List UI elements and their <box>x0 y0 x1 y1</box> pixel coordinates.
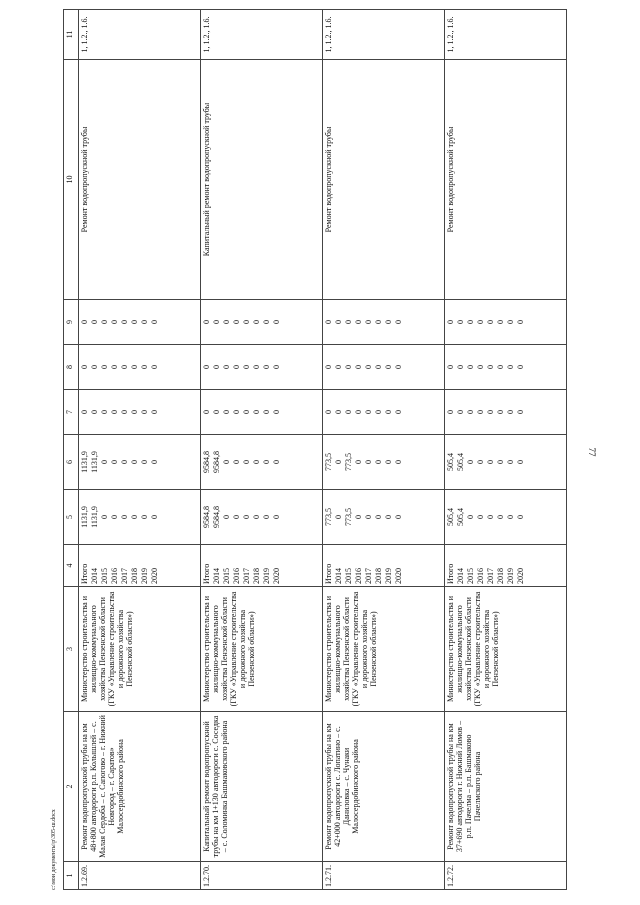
col7 <box>445 390 567 435</box>
event-name: Капитальный ремонт водопропускной трубы на км 1+130 автодороги с. Соседка – с. Соломинка Башмаковского района <box>201 712 323 862</box>
years-value: 2014 <box>334 568 343 584</box>
col8-value: 0 <box>80 365 89 369</box>
col9-value: 0 <box>90 320 99 324</box>
years-value: 2019 <box>262 568 271 584</box>
col6 <box>323 435 445 490</box>
col7-value: 0 <box>252 410 261 414</box>
col-header-3: 3 <box>64 587 79 712</box>
col8-value: 0 <box>334 365 343 369</box>
col5-value: 0 <box>334 515 343 519</box>
executor: Министерство строительства и жилищно-коммунального хозяйства Пензенской области (ГКУ «Управление строительства и дорожного хозяйства Пензенской области») <box>323 587 445 712</box>
col9-value: 0 <box>486 320 495 324</box>
col8-value: 0 <box>496 365 505 369</box>
years-value: 2014 <box>212 568 221 584</box>
years <box>201 545 323 587</box>
col5-value: 0 <box>364 515 373 519</box>
col5-value: 0 <box>466 515 475 519</box>
col6-value: 0 <box>334 460 343 464</box>
col5-value: 0 <box>384 515 393 519</box>
table-row <box>323 10 445 890</box>
years-value: 2015 <box>100 568 109 584</box>
col9 <box>445 300 567 345</box>
col9-value: 0 <box>496 320 505 324</box>
result: Ремонт водопропускной трубы <box>445 60 567 300</box>
col6-value: 1131,9 <box>90 451 99 473</box>
years <box>323 545 445 587</box>
col8 <box>323 345 445 390</box>
col6 <box>445 435 567 490</box>
col6-value: 0 <box>140 460 149 464</box>
program-link: 1, 1.2., 1.6. <box>323 10 445 60</box>
col9-value: 0 <box>262 320 271 324</box>
col5-value: 0 <box>242 515 251 519</box>
col6-value: 505,4 <box>456 453 465 471</box>
col6-value: 773,5 <box>324 453 333 471</box>
col9-value: 0 <box>516 320 525 324</box>
col7-value: 0 <box>506 410 515 414</box>
row-number: 1.2.69. <box>79 862 201 890</box>
table-wrapper <box>63 10 588 890</box>
col6-value: 0 <box>364 460 373 464</box>
col-header-7: 7 <box>64 390 79 435</box>
col7-value: 0 <box>202 410 211 414</box>
col5-value: 0 <box>140 515 149 519</box>
col8-value: 0 <box>212 365 221 369</box>
col8-value: 0 <box>486 365 495 369</box>
executor: Министерство строительства и жилищно-коммунального хозяйства Пензенской области (ГКУ «Управление строительства и дорожного хозяйства Пензенской области») <box>445 587 567 712</box>
col9-value: 0 <box>456 320 465 324</box>
years-value: 2020 <box>150 568 159 584</box>
col6-value: 0 <box>486 460 495 464</box>
col5 <box>323 490 445 545</box>
col8-value: 0 <box>242 365 251 369</box>
program-table <box>63 9 567 890</box>
col9-value: 0 <box>384 320 393 324</box>
result: Капитальный ремонт водопропускной трубы <box>201 60 323 300</box>
col8-value: 0 <box>354 365 363 369</box>
col6-value: 0 <box>130 460 139 464</box>
col7-value: 0 <box>364 410 373 414</box>
col7-value: 0 <box>384 410 393 414</box>
col9-value: 0 <box>374 320 383 324</box>
years-value: 2015 <box>466 568 475 584</box>
col7-value: 0 <box>222 410 231 414</box>
col5-value: 0 <box>486 515 495 519</box>
col5-value: 0 <box>272 515 281 519</box>
col9-value: 0 <box>242 320 251 324</box>
col7-value: 0 <box>262 410 271 414</box>
col5-value: 0 <box>262 515 271 519</box>
row-number: 1.2.72. <box>445 862 567 890</box>
col9-value: 0 <box>354 320 363 324</box>
table-row <box>201 10 323 890</box>
col9-value: 0 <box>394 320 403 324</box>
col7-value: 0 <box>150 410 159 414</box>
col9-value: 0 <box>476 320 485 324</box>
years-value: Итого <box>446 563 455 584</box>
col6-value: 0 <box>374 460 383 464</box>
col7-value: 0 <box>130 410 139 414</box>
event-name: Ремонт водопропускной трубы на км 37+690 автодороги г. Нижний Ломов – р.п. Пачелма – р.п. Башмаково Пачелмского района <box>445 712 567 862</box>
years-value: 2016 <box>476 568 485 584</box>
years-value: 2018 <box>252 568 261 584</box>
years-value: 2019 <box>140 568 149 584</box>
col8-value: 0 <box>466 365 475 369</box>
col7-value: 0 <box>232 410 241 414</box>
col-header-9: 9 <box>64 300 79 345</box>
col5 <box>201 490 323 545</box>
col5-value: 0 <box>150 515 159 519</box>
col5-value: 1131,9 <box>80 506 89 528</box>
years-value: 2017 <box>364 568 373 584</box>
col7-value: 0 <box>334 410 343 414</box>
col5-value: 0 <box>252 515 261 519</box>
col5 <box>445 490 567 545</box>
col8-value: 0 <box>252 365 261 369</box>
col7-value: 0 <box>394 410 403 414</box>
years-value: 2015 <box>222 568 231 584</box>
rotated-table <box>63 10 588 890</box>
years-value: 2020 <box>516 568 525 584</box>
years-value: 2014 <box>90 568 99 584</box>
col8-value: 0 <box>516 365 525 369</box>
col5-value: 0 <box>222 515 231 519</box>
years-value: 2019 <box>506 568 515 584</box>
col9-value: 0 <box>130 320 139 324</box>
col7-value: 0 <box>446 410 455 414</box>
col8-value: 0 <box>446 365 455 369</box>
col9-value: 0 <box>324 320 333 324</box>
years-value: Итого <box>324 563 333 584</box>
col9-value: 0 <box>120 320 129 324</box>
col5-value: 0 <box>516 515 525 519</box>
col6-value: 9584,8 <box>212 451 221 473</box>
col6-value: 0 <box>466 460 475 464</box>
col5-value: 0 <box>120 515 129 519</box>
col7-value: 0 <box>212 410 221 414</box>
col8-value: 0 <box>344 365 353 369</box>
col7-value: 0 <box>110 410 119 414</box>
col6-value: 0 <box>394 460 403 464</box>
col5-value: 9584,8 <box>202 506 211 528</box>
col5-value: 505,4 <box>456 508 465 526</box>
event-name: Ремонт водопропускной трубы на км 42+000 автодороги с. Лопатино – с. Даниловка – с. Чунаки Малосердобинского района <box>323 712 445 862</box>
executor: Министерство строительства и жилищно-коммунального хозяйства Пензенской области (ГКУ «Управление строительства и дорожного хозяйства Пензенской области») <box>79 587 201 712</box>
program-link: 1, 1.2., 1.6. <box>445 10 567 60</box>
col9-value: 0 <box>252 320 261 324</box>
col-header-10: 10 <box>64 60 79 300</box>
col-header-1: 1 <box>64 862 79 890</box>
program-link: 1, 1.2., 1.6. <box>201 10 323 60</box>
col5-value: 0 <box>506 515 515 519</box>
table-row <box>79 10 201 890</box>
col-header-11: 11 <box>64 10 79 60</box>
col6-value: 0 <box>476 460 485 464</box>
years-value: Итого <box>202 563 211 584</box>
col8-value: 0 <box>324 365 333 369</box>
col7-value: 0 <box>354 410 363 414</box>
col6-value: 0 <box>262 460 271 464</box>
col5-value: 0 <box>110 515 119 519</box>
col6-value: 0 <box>272 460 281 464</box>
col9-value: 0 <box>344 320 353 324</box>
years-value: 2014 <box>456 568 465 584</box>
table-row <box>445 10 567 890</box>
col9-value: 0 <box>466 320 475 324</box>
col9 <box>323 300 445 345</box>
col6-value: 0 <box>222 460 231 464</box>
col8-value: 0 <box>130 365 139 369</box>
col8-value: 0 <box>140 365 149 369</box>
col8-value: 0 <box>90 365 99 369</box>
col8-value: 0 <box>202 365 211 369</box>
years-value: 2017 <box>242 568 251 584</box>
col7-value: 0 <box>516 410 525 414</box>
col7-value: 0 <box>374 410 383 414</box>
col8-value: 0 <box>100 365 109 369</box>
row-number: 1.2.70. <box>201 862 323 890</box>
col7-value: 0 <box>100 410 109 414</box>
col7-value: 0 <box>90 410 99 414</box>
col6-value: 9584,8 <box>202 451 211 473</box>
col7-value: 0 <box>140 410 149 414</box>
col8-value: 0 <box>394 365 403 369</box>
col-header-2: 2 <box>64 712 79 862</box>
years-value: Итого <box>80 563 89 584</box>
col5-value: 0 <box>496 515 505 519</box>
col6-value: 0 <box>252 460 261 464</box>
col7 <box>79 390 201 435</box>
years-value: 2019 <box>384 568 393 584</box>
col8-value: 0 <box>222 365 231 369</box>
col9-value: 0 <box>100 320 109 324</box>
executor: Министерство строительства и жилищно-коммунального хозяйства Пензенской области (ГКУ «Управление строительства и дорожного хозяйства Пензенской области») <box>201 587 323 712</box>
col5-value: 1131,9 <box>90 506 99 528</box>
col5-value: 9584,8 <box>212 506 221 528</box>
col-header-8: 8 <box>64 345 79 390</box>
col8-value: 0 <box>262 365 271 369</box>
col9-value: 0 <box>80 320 89 324</box>
years-value: 2018 <box>374 568 383 584</box>
col6-value: 0 <box>384 460 393 464</box>
col6-value: 0 <box>354 460 363 464</box>
col9-value: 0 <box>140 320 149 324</box>
years-value: 2016 <box>354 568 363 584</box>
col7-value: 0 <box>466 410 475 414</box>
col9-value: 0 <box>446 320 455 324</box>
col5-value: 505,4 <box>446 508 455 526</box>
col6-value: 0 <box>506 460 515 464</box>
col6-value: 1131,9 <box>80 451 89 473</box>
col8 <box>445 345 567 390</box>
col8-value: 0 <box>384 365 393 369</box>
footer <box>48 770 60 890</box>
years-value: 2018 <box>496 568 505 584</box>
result: Ремонт водопропускной трубы <box>79 60 201 300</box>
col5 <box>79 490 201 545</box>
col7-value: 0 <box>496 410 505 414</box>
footer-path: c:\мои документы\р\305-ш.docx <box>51 809 57 890</box>
col9-value: 0 <box>506 320 515 324</box>
table-body <box>79 10 567 890</box>
years-value: 2018 <box>130 568 139 584</box>
col7-value: 0 <box>80 410 89 414</box>
col7 <box>323 390 445 435</box>
result: Ремонт водопропускной трубы <box>323 60 445 300</box>
col7-value: 0 <box>324 410 333 414</box>
col9-value: 0 <box>364 320 373 324</box>
col8-value: 0 <box>150 365 159 369</box>
col8-value: 0 <box>110 365 119 369</box>
col5-value: 0 <box>476 515 485 519</box>
col8 <box>79 345 201 390</box>
col-header-4: 4 <box>64 545 79 587</box>
col9-value: 0 <box>212 320 221 324</box>
col6-value: 0 <box>110 460 119 464</box>
col9-value: 0 <box>272 320 281 324</box>
header-row <box>64 10 79 890</box>
col8-value: 0 <box>374 365 383 369</box>
row-number: 1.2.71. <box>323 862 445 890</box>
col8 <box>201 345 323 390</box>
col8-value: 0 <box>120 365 129 369</box>
years-value: 2016 <box>232 568 241 584</box>
col6-value: 0 <box>496 460 505 464</box>
col5-value: 0 <box>130 515 139 519</box>
col9-value: 0 <box>110 320 119 324</box>
col5-value: 773,5 <box>344 508 353 526</box>
col7 <box>201 390 323 435</box>
years <box>79 545 201 587</box>
col6-value: 773,5 <box>344 453 353 471</box>
col8-value: 0 <box>364 365 373 369</box>
col9-value: 0 <box>222 320 231 324</box>
col5-value: 0 <box>354 515 363 519</box>
col7-value: 0 <box>344 410 353 414</box>
col7-value: 0 <box>456 410 465 414</box>
col6-value: 0 <box>120 460 129 464</box>
col7-value: 0 <box>476 410 485 414</box>
col7-value: 0 <box>120 410 129 414</box>
years-value: 2017 <box>486 568 495 584</box>
years-value: 2017 <box>120 568 129 584</box>
col9 <box>201 300 323 345</box>
col6-value: 0 <box>516 460 525 464</box>
col8-value: 0 <box>476 365 485 369</box>
years-value: 2015 <box>344 568 353 584</box>
col6-value: 505,4 <box>446 453 455 471</box>
page-number-text: 77 <box>587 447 597 457</box>
program-link: 1, 1.2., 1.6. <box>79 10 201 60</box>
event-name: Ремонт водопропускной трубы на км 48+800 автодороги р.п. Колышлей – с. Малая Сердоба – с. Сапогово – г. Нижний Новгород – г. Саратов» Малосердобинского района <box>79 712 201 862</box>
col9-value: 0 <box>202 320 211 324</box>
col9-value: 0 <box>150 320 159 324</box>
col8-value: 0 <box>272 365 281 369</box>
col5-value: 0 <box>232 515 241 519</box>
col9 <box>79 300 201 345</box>
col6 <box>79 435 201 490</box>
years <box>445 545 567 587</box>
col8-value: 0 <box>456 365 465 369</box>
col5-value: 773,5 <box>324 508 333 526</box>
col-header-6: 6 <box>64 435 79 490</box>
years-value: 2020 <box>394 568 403 584</box>
col7-value: 0 <box>272 410 281 414</box>
col6-value: 0 <box>242 460 251 464</box>
col5-value: 0 <box>374 515 383 519</box>
col7-value: 0 <box>242 410 251 414</box>
col-header-5: 5 <box>64 490 79 545</box>
col6 <box>201 435 323 490</box>
col5-value: 0 <box>100 515 109 519</box>
col8-value: 0 <box>232 365 241 369</box>
col8-value: 0 <box>506 365 515 369</box>
col5-value: 0 <box>394 515 403 519</box>
col6-value: 0 <box>232 460 241 464</box>
col9-value: 0 <box>232 320 241 324</box>
col6-value: 0 <box>150 460 159 464</box>
years-value: 2016 <box>110 568 119 584</box>
col9-value: 0 <box>334 320 343 324</box>
col6-value: 0 <box>100 460 109 464</box>
years-value: 2020 <box>272 568 281 584</box>
col7-value: 0 <box>486 410 495 414</box>
